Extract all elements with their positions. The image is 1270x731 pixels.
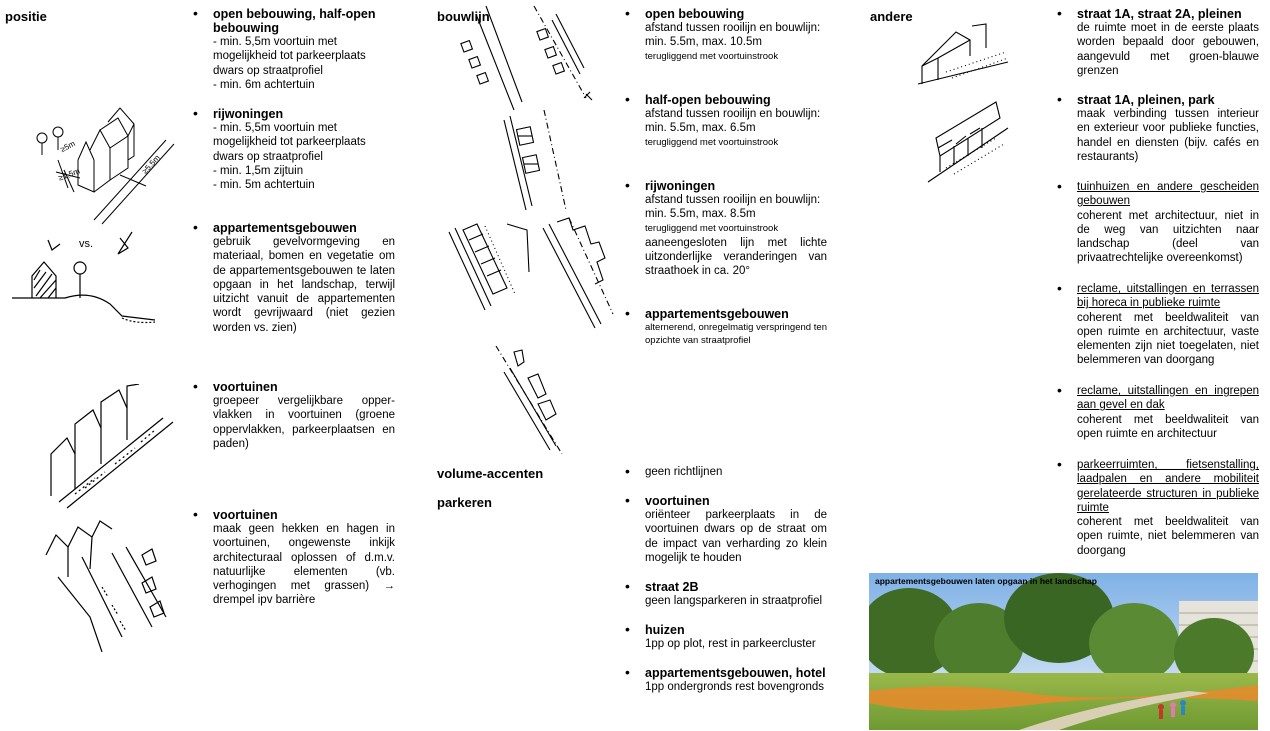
dimension-label: ≥5m — [58, 138, 77, 155]
item-text: geen langsparkeren in straatprofiel — [645, 595, 823, 607]
item-line: afstand tussen rooilijn en bouwlijn: — [645, 22, 821, 34]
item-line: min. 5.5m, max. 8.5m — [645, 208, 756, 221]
sketch-bouwlijn-rijwoningen — [445, 210, 620, 330]
item-line: - min. 1,5m zijtuin — [213, 164, 304, 177]
positie-item-rijwoningen — [193, 105, 398, 192]
item-text: coherent met beeldwaliteit van open ruimte en architectuur — [1077, 413, 1259, 440]
item-line: - min. 5,5m voortuin met — [213, 36, 337, 48]
item-title: appartementsgebouwen — [645, 307, 789, 321]
item-text: geen richtlijnen — [645, 466, 723, 478]
sketch-bouwlijn-open — [456, 2, 606, 112]
photo-caption: appartementsgebouwen laten opgaan in het landschap — [875, 576, 1097, 586]
dimension-label: ≥1,5m — [57, 166, 82, 183]
sketch-bouwlijn-appartementen — [494, 342, 574, 457]
bullet: • — [1057, 382, 1062, 398]
section-heading-andere: andere — [870, 9, 913, 24]
item-underlined-title: tuinhuizen en andere gescheiden gebouwen — [1077, 181, 1259, 208]
bullet: • — [625, 463, 630, 479]
andere-item-straat-1a-park — [1057, 91, 1259, 164]
item-title: appartementsgebouwen — [213, 221, 357, 235]
dimension-label: ≥5,5m — [140, 153, 162, 176]
bullet: • — [625, 5, 630, 21]
bullet: • — [1057, 456, 1062, 472]
item-line: - min. 6m achtertuin — [213, 78, 315, 91]
positie-item-voortuinen-1 — [193, 378, 395, 451]
item-title: open bebouwing — [645, 7, 745, 21]
bullet: • — [625, 91, 630, 107]
item-title: rijwoningen — [213, 107, 284, 121]
bullet: • — [193, 378, 198, 394]
sketch-voortuinen-geen-hekken — [42, 517, 177, 652]
sketch-voortuinen-group — [45, 384, 175, 509]
bullet: • — [1057, 91, 1062, 107]
item-text: maak geen hekken en hagen in voortuinen, ongewenste inkijk architecturaal oplossen of d.m.v. natuurlijke elementen (vb. verhogingen met grassen) → drempel ipv barrière — [213, 523, 395, 607]
item-text: coherent met beeldwaliteit van open ruimte, niet belemmeren van doorgang — [1077, 516, 1259, 557]
item-line: afstand tussen rooilijn en bouwlijn: — [645, 108, 821, 120]
parkeren-item-appartementsgebouwen — [625, 664, 827, 694]
item-underlined-title: reclame, uitstallingen en terrassen bij horeca in publieke ruimte — [1077, 283, 1259, 310]
item-title: huizen — [645, 623, 685, 637]
item-line: mogelijkheid tot parkeerplaats — [213, 136, 366, 149]
item-underlined-title: reclame, uitstallingen en ingrepen aan gevel en dak — [1077, 385, 1259, 412]
sketch-landscape-view — [10, 228, 155, 338]
item-title: rijwoningen — [645, 179, 716, 193]
item-title: voortuinen — [645, 494, 710, 508]
item-line: dwars op straatprofiel — [213, 150, 323, 163]
andere-item-parkeerruimten — [1057, 456, 1259, 558]
bullet: • — [193, 5, 198, 21]
item-title: straat 1A, pleinen, park — [1077, 93, 1215, 107]
sketch-straat-gebouwen — [916, 22, 1011, 87]
item-title: voortuinen — [213, 508, 278, 522]
andere-item-tuinhuizen — [1057, 178, 1259, 266]
bullet: • — [193, 105, 198, 121]
bouwlijn-item-appartementsgebouwen — [625, 305, 827, 347]
andere-item-straat-1a-2a — [1057, 5, 1259, 78]
andere-item-reclame-gevel — [1057, 382, 1259, 441]
item-line: - min. 5,5m voortuin met — [213, 122, 337, 134]
section-heading-positie: positie — [5, 9, 47, 24]
item-text: gebruik gevelvormgeving en materiaal, bomen en vegetatie om de appartementsgebouwen te laten opgaan in het landschap, terwijl uitzicht vanuit de appartementen wordt gevrijwaard (niet gezien worden vs. zien) — [213, 236, 395, 334]
andere-item-reclame-horeca — [1057, 280, 1259, 368]
item-note: terugliggend met voortuinstrook — [645, 222, 779, 234]
bullet: • — [1057, 5, 1062, 21]
bullet: • — [1057, 178, 1062, 194]
parkeren-item-straat-2b — [625, 578, 827, 608]
item-text: maak verbinding tussen interieur en exterieur voor publieke functies, handel en diensten (bijv. cafés en restaurants) — [1077, 108, 1259, 163]
bullet: • — [1057, 280, 1062, 296]
item-title: voortuinen — [213, 380, 278, 394]
item-text: 1pp ondergronds rest bovengronds — [645, 681, 825, 693]
sketch-interieur-exterieur — [926, 98, 1011, 183]
item-title: half-open bebouwing — [645, 93, 771, 107]
item-text: coherent met architectuur, niet in de weg van uitzichten naar landschap (deel van privaatrechtelijke overeenkomst) — [1077, 209, 1259, 265]
bouwlijn-item-rijwoningen — [625, 177, 827, 279]
item-line: mogelijkheid tot parkeerplaats — [213, 50, 366, 63]
parkeren-item-huizen — [625, 621, 827, 651]
item-text: groepeer vergelijkbare opper-vlakken in voortuinen (groene oppervlakken, parkeerplaatsen en paden) — [213, 395, 395, 450]
bullet: • — [625, 621, 630, 637]
item-title: straat 1A, straat 2A, pleinen — [1077, 7, 1242, 21]
bullet: • — [625, 664, 630, 680]
bullet: • — [625, 305, 630, 321]
item-title: appartementsgebouwen, hotel — [645, 666, 826, 680]
item-text: oriënteer parkeerplaats in de voortuinen dwars op de straat om de impact van verharding zo klein mogelijk te houden — [645, 509, 827, 564]
positie-item-voortuinen-2 — [193, 506, 395, 608]
positie-item-open-bebouwing — [193, 5, 398, 92]
bullet: • — [193, 506, 198, 522]
item-text: coherent met beeldwaliteit van open ruimte en architectuur, vaste elementen zijn niet toegelaten, niet belemmeren van doorgang — [1077, 311, 1259, 367]
item-note: terugliggend met voortuinstrook — [645, 136, 779, 148]
item-line: min. 5.5m, max. 6.5m — [645, 122, 756, 135]
item-note: alternerend, onregelmatig verspringend ten opzichte van straatprofiel — [645, 322, 827, 346]
item-text: de ruimte moet in de eerste plaats worden bepaald door gebouwen, aangevuld met groen-blauwe grenzen — [1077, 22, 1259, 77]
bullet: • — [193, 219, 198, 235]
item-underlined-title: parkeerruimten, fietsenstalling, laadpalen en andere mobiliteit gerelateerde structuren in publieke ruimte — [1077, 459, 1259, 514]
item-line: afstand tussen rooilijn en bouwlijn: — [645, 194, 821, 206]
bullet: • — [625, 177, 630, 193]
sketch-bouwlijn-half-open — [496, 110, 576, 220]
item-note: terugliggend met voortuinstrook — [645, 50, 779, 62]
section-heading-volume-accenten: volume-accenten — [437, 466, 544, 481]
item-text: aaneengesloten lijn met lichte uitzonderlijke veranderingen van straathoek in ca. 20° — [645, 236, 827, 278]
item-title: open bebouwing, half-open bebouwing — [213, 7, 376, 35]
item-line: dwars op straatprofiel — [213, 64, 323, 77]
positie-item-appartementsgebouwen — [193, 219, 395, 335]
bullet: • — [625, 578, 630, 594]
bouwlijn-item-half-open-bebouwing — [625, 91, 827, 150]
item-text: 1pp op plot, rest in parkeercluster — [645, 638, 816, 650]
item-title: straat 2B — [645, 580, 699, 594]
item-line: min. 5.5m, max. 10.5m — [645, 36, 762, 49]
section-heading-bouwlijn: bouwlijn — [437, 9, 490, 24]
bullet: • — [625, 492, 630, 508]
bouwlijn-item-open-bebouwing — [625, 5, 827, 64]
sketch-open-bebouwing — [28, 100, 178, 225]
landscape-photo — [869, 573, 1258, 730]
section-heading-parkeren: parkeren — [437, 495, 492, 510]
volume-accenten-item — [625, 463, 827, 479]
parkeren-item-voortuinen — [625, 492, 827, 565]
vs-label: vs. — [79, 238, 94, 250]
item-line: - min. 5m achtertuin — [213, 179, 315, 192]
